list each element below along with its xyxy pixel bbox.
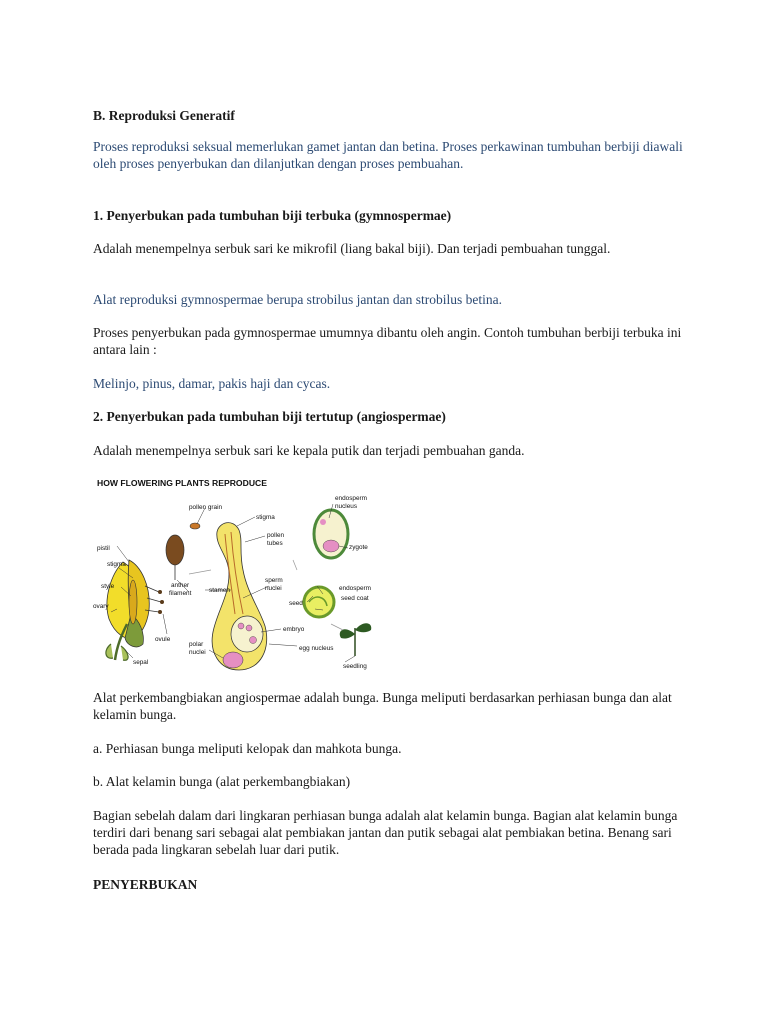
gymno-paragraph-3: Proses penyerbukan pada gymnospermae umumnya dibantu oleh angin. Contoh tumbuhan berbiji terbuka ini antara lain : bbox=[93, 325, 682, 357]
label-pistil: pistil bbox=[97, 545, 110, 552]
label-nuclei: nuclei bbox=[265, 585, 282, 592]
pollen-grain-illustration bbox=[190, 523, 200, 529]
seed-illustration bbox=[304, 587, 334, 617]
gymno-paragraph-1: Adalah menempelnya serbuk sari ke mikrofil (liang bakal biji). Dan terjadi pembuahan tunggal. bbox=[93, 241, 611, 256]
label-polar-nuclei: nuclei bbox=[189, 649, 206, 656]
label-pollen-grain: pollen grain bbox=[189, 504, 223, 511]
label-seedling: seedling bbox=[343, 663, 367, 670]
after-paragraph-4: Bagian sebelah dalam dari lingkaran perhiasan bunga adalah alat kelamin bunga. Bagian alat kelamin bunga terdiri dari benang sari sebagai alat pembiakan jantan dan putik sebagai alat pembiakan betina. Benang sari berada pada lingkaran sebelah luar dari putik. bbox=[93, 808, 678, 857]
label-ovule: ovule bbox=[155, 636, 171, 643]
label-sperm: sperm bbox=[265, 577, 283, 584]
label-embryo: embryo bbox=[283, 626, 305, 633]
label-zygote: zygote bbox=[349, 544, 368, 551]
flower-reproduction-figure bbox=[93, 474, 381, 672]
after-paragraph-1: Alat perkembangbiakan angiospermae adalah bunga. Bunga meliputi berdasarkan perhiasan bunga dan alat kelamin bunga. bbox=[93, 690, 672, 722]
gymno-paragraph-2: Alat reproduksi gymnospermae berupa strobilus jantan dan strobilus betina. bbox=[93, 292, 503, 307]
after-paragraph-2: a. Perhiasan bunga meliputi kelopak dan mahkota bunga. bbox=[93, 741, 402, 756]
angio-paragraph-1: Adalah menempelnya serbuk sari ke kepala putik dan terjadi pembuahan ganda. bbox=[93, 443, 525, 458]
label-endosperm-seed: endosperm bbox=[339, 585, 371, 592]
gymno-examples: Melinjo, pinus, damar, pakis haji dan cycas. bbox=[93, 376, 331, 391]
label-seed-coat: seed coat bbox=[341, 595, 369, 602]
label-filament: filament bbox=[169, 590, 192, 597]
seedling-illustration bbox=[340, 623, 371, 656]
label-sepal: sepal bbox=[133, 659, 149, 666]
label-stamen: stamen bbox=[209, 587, 230, 594]
label-stigma: stigma bbox=[107, 561, 126, 568]
label-anther: anther bbox=[171, 582, 190, 589]
intro-paragraph: Proses reproduksi seksual memerlukan gamet jantan dan betina. Proses perkawinan tumbuhan berbiji diawali oleh proses penyerbukan dan dilanjutkan dengan proses pembuahan. bbox=[93, 139, 683, 171]
after-paragraph-3: b. Alat kelamin bunga (alat perkembangbiakan) bbox=[93, 774, 351, 789]
anther-illustration bbox=[166, 535, 184, 565]
label-seed: seed bbox=[289, 600, 303, 607]
label-ovary: ovary bbox=[93, 603, 109, 610]
label-tubes: tubes bbox=[267, 540, 283, 547]
label-polar: polar bbox=[189, 641, 204, 648]
penyerbukan-heading: PENYERBUKAN bbox=[93, 877, 198, 892]
label-endosperm: endosperm bbox=[335, 495, 367, 502]
label-pollen: pollen bbox=[267, 532, 285, 539]
label-style: style bbox=[101, 583, 115, 590]
label-stigma-top: stigma bbox=[256, 514, 275, 521]
angio-heading: 2. Penyerbukan pada tumbuhan biji tertutup (angiospermae) bbox=[93, 409, 446, 424]
label-nucleus: nucleus bbox=[335, 503, 358, 510]
label-egg-nucleus: egg nucleus bbox=[299, 645, 334, 652]
pistil-section-illustration bbox=[212, 523, 267, 670]
gymno-heading: 1. Penyerbukan pada tumbuhan biji terbuka (gymnospermae) bbox=[93, 208, 452, 223]
section-title: B. Reproduksi Generatif bbox=[93, 108, 235, 123]
figure-title: HOW FLOWERING PLANTS REPRODUCE bbox=[97, 478, 267, 488]
